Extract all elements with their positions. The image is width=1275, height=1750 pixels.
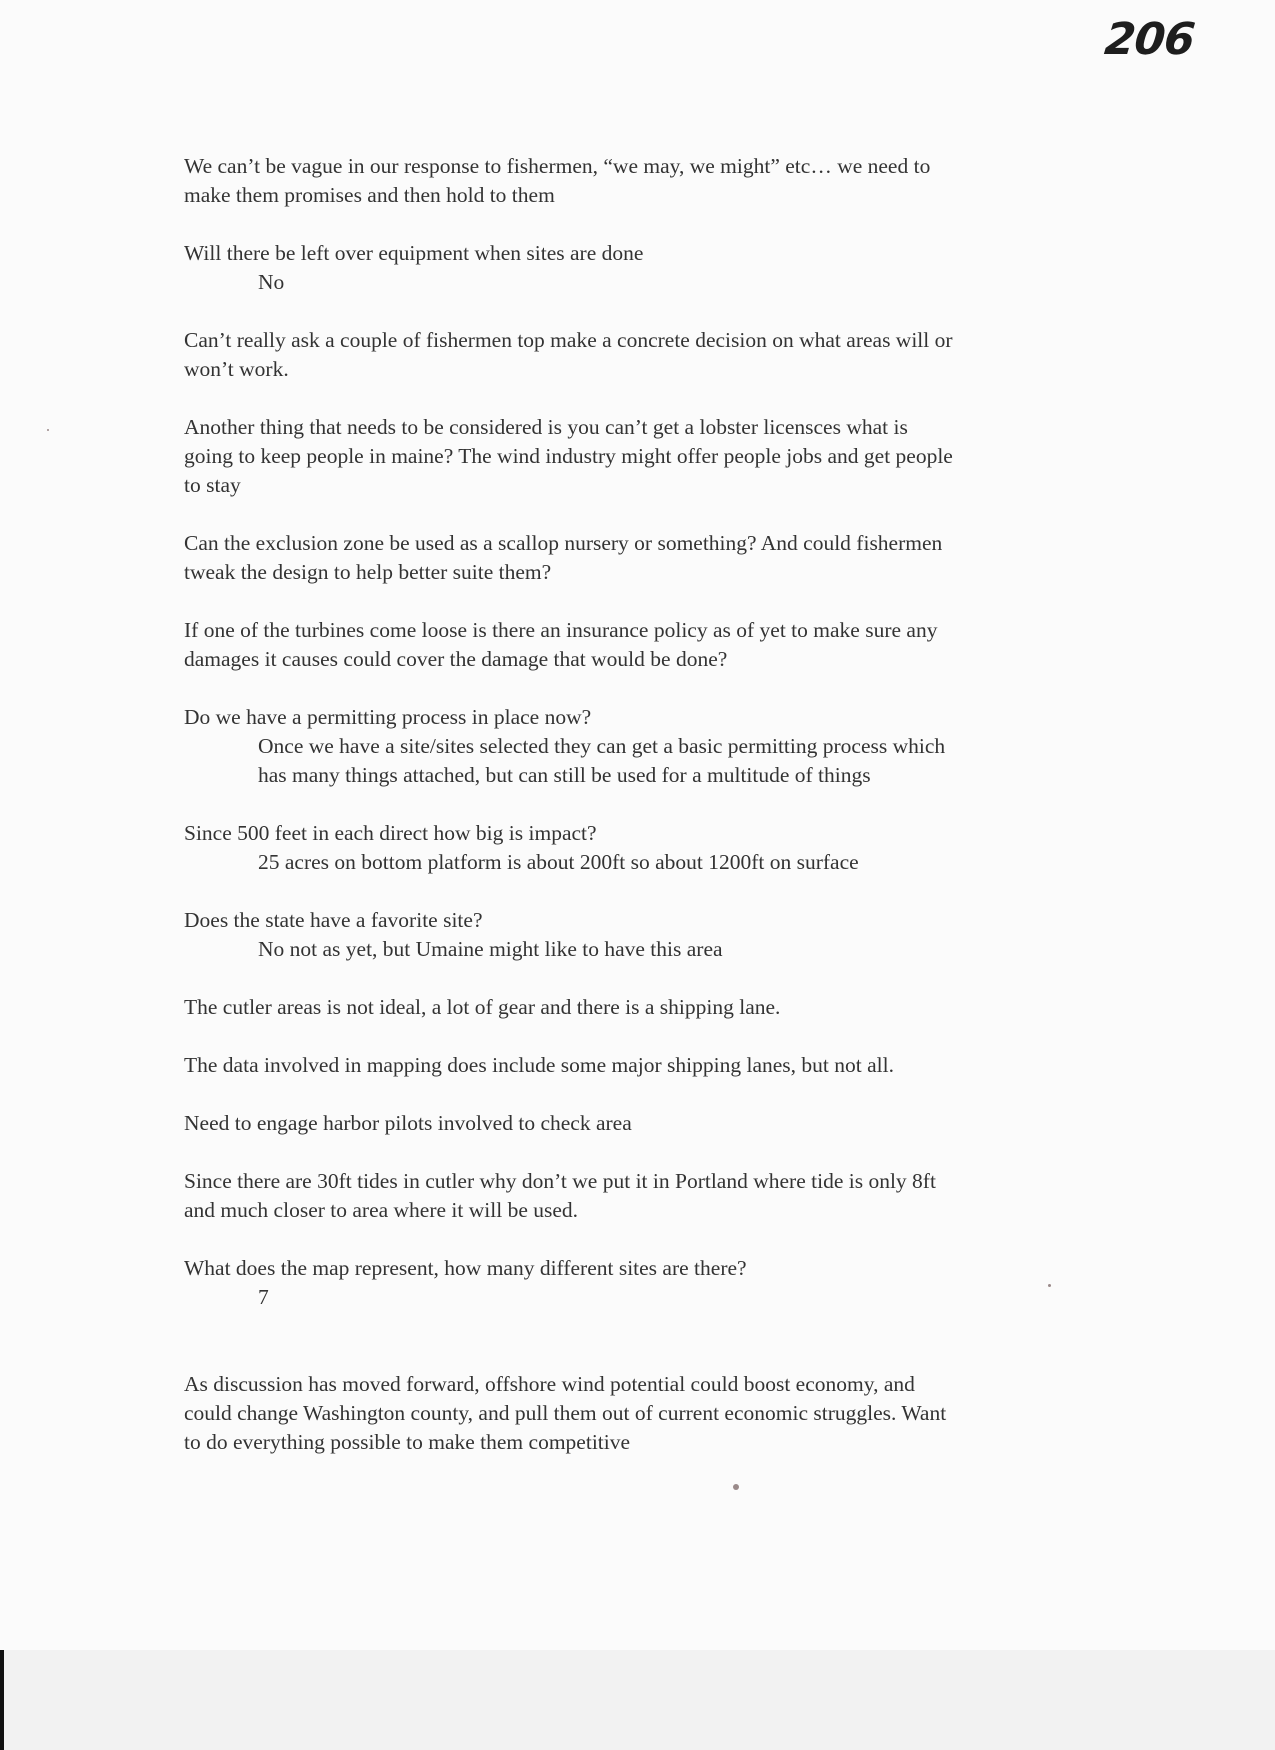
note-line: and much closer to area where it will be used. <box>184 1198 579 1222</box>
note-line: tweak the design to help better suite them? <box>184 560 552 584</box>
note-line: Since there are 30ft tides in cutler why don’t we put it in Portland where tide is only 8ft <box>184 1169 936 1193</box>
note-line: As discussion has moved forward, offshore wind potential could boost economy, and <box>184 1372 915 1396</box>
note-line: to stay <box>184 473 241 497</box>
note-line: going to keep people in maine? The wind industry might offer people jobs and get people <box>184 444 953 468</box>
note-item <box>184 1370 1084 1457</box>
note-line: The data involved in mapping does include some major shipping lanes, but not all. <box>184 1053 894 1077</box>
note-answer: 7 <box>258 1285 269 1309</box>
page-number: 206 <box>1102 14 1197 65</box>
meeting-notes <box>184 152 1084 1486</box>
note-line: The cutler areas is not ideal, a lot of gear and there is a shipping lane. <box>184 995 781 1019</box>
note-item <box>184 413 1084 500</box>
note-line: Can’t really ask a couple of fishermen top make a concrete decision on what areas will or <box>184 328 953 352</box>
note-item <box>184 906 1084 964</box>
note-item <box>184 152 1084 210</box>
scan-speck <box>1048 1284 1051 1287</box>
note-line: damages it causes could cover the damage that would be done? <box>184 647 728 671</box>
note-line: Need to engage harbor pilots involved to check area <box>184 1111 632 1135</box>
note-item <box>184 819 1084 877</box>
note-line: If one of the turbines come loose is there an insurance policy as of yet to make sure any <box>184 618 938 642</box>
note-line: We can’t be vague in our response to fishermen, “we may, we might” etc… we need to <box>184 154 931 178</box>
note-item <box>184 326 1084 384</box>
note-answer: has many things attached, but can still be used for a multitude of things <box>258 763 871 787</box>
note-line: Since 500 feet in each direct how big is impact? <box>184 821 597 845</box>
note-item <box>184 993 1084 1022</box>
note-line: Does the state have a favorite site? <box>184 908 483 932</box>
note-answer: Once we have a site/sites selected they can get a basic permitting process which <box>258 734 946 758</box>
note-line: Another thing that needs to be considered is you can’t get a lobster licensces what is <box>184 415 908 439</box>
note-line: What does the map represent, how many different sites are there? <box>184 1256 747 1280</box>
note-line: Will there be left over equipment when sites are done <box>184 241 644 265</box>
note-answer: No <box>258 270 285 294</box>
note-item <box>184 703 1084 790</box>
note-item <box>184 1051 1084 1080</box>
note-item <box>184 1167 1084 1225</box>
note-line: Do we have a permitting process in place now? <box>184 705 592 729</box>
note-line: make them promises and then hold to them <box>184 183 555 207</box>
scan-speck <box>733 1484 739 1490</box>
scan-speck <box>47 429 49 431</box>
note-item <box>184 1254 1084 1312</box>
note-item <box>184 1109 1084 1138</box>
scan-bottom-strip <box>0 1650 1275 1750</box>
scan-edge-mark <box>0 1650 4 1750</box>
note-item <box>184 616 1084 674</box>
note-line: could change Washington county, and pull them out of current economic struggles. Want <box>184 1401 947 1425</box>
note-item <box>184 529 1084 587</box>
note-answer: 25 acres on bottom platform is about 200ft so about 1200ft on surface <box>258 850 859 874</box>
note-line: Can the exclusion zone be used as a scallop nursery or something? And could fishermen <box>184 531 943 555</box>
note-line: won’t work. <box>184 357 289 381</box>
note-line: to do everything possible to make them competitive <box>184 1430 631 1454</box>
note-item <box>184 239 1084 297</box>
note-answer: No not as yet, but Umaine might like to have this area <box>258 937 723 961</box>
